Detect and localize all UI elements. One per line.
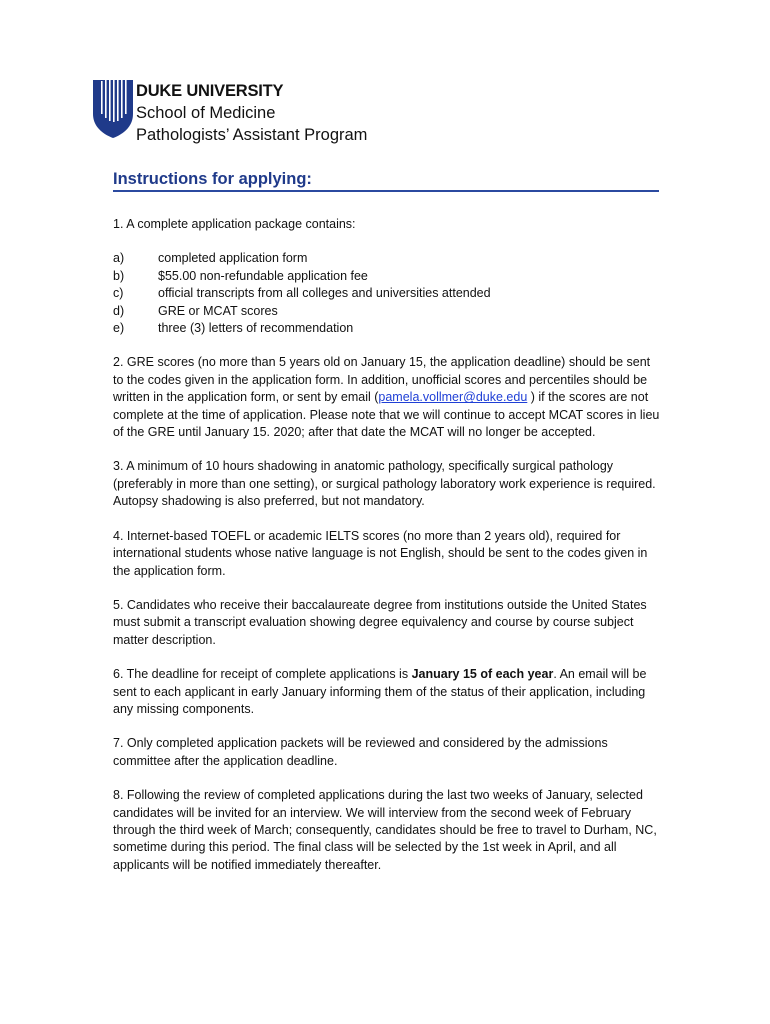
list-item [113, 320, 663, 337]
list-item-text: official transcripts from all colleges and universities attended [158, 286, 491, 301]
list-item [113, 250, 663, 267]
title-underline [113, 190, 659, 192]
list-item [113, 268, 663, 285]
item-1-intro: 1. A complete application package contains: [113, 217, 356, 231]
item-6-text-end: . An email will be sent to each applicant in early January informing them of the status of their application, including any missing components. [113, 667, 647, 716]
list-marker: a) [113, 251, 125, 266]
email-link[interactable]: pamela.vollmer@duke.edu [378, 390, 528, 405]
item-8-paragraph: 8. Following the review of completed applications during the last two weeks of January, selected candidates will be invited for an interview. We will interview from the second week of February through the third week of March; consequently, candidates should be free to travel to Durham, NC, sometime during this period. The final class will be selected by the 1st week in April, and all applicants will be notified immediately thereafter. [113, 788, 657, 872]
university-name: DUKE UNIVERSITY [136, 82, 284, 100]
school-name: School of Medicine [136, 104, 276, 122]
header-block [136, 80, 367, 146]
item-4-paragraph: 4. Internet-based TOEFL or academic IELTS scores (no more than 2 years old), required for international students whose native language is not English, should be sent to the codes given in the application form. [113, 528, 648, 578]
list-item [113, 285, 663, 302]
item-6-paragraph [113, 666, 663, 718]
page-title: Instructions for applying: [113, 170, 312, 188]
list-item-text: $55.00 non-refundable application fee [158, 268, 368, 283]
list-marker: c) [113, 286, 124, 301]
deadline-emphasis: January 15 of each year [411, 667, 554, 682]
program-name: Pathologists’ Assistant Program [136, 126, 368, 144]
item-7-paragraph: 7. Only completed application packets will be reviewed and considered by the admissions committee after the application deadline. [113, 736, 608, 768]
list-marker: b) [113, 268, 125, 283]
list-marker: d) [113, 303, 125, 318]
item-3-paragraph: 3. A minimum of 10 hours shadowing in anatomic pathology, specifically surgical pathology (preferably in more than one setting), or surgical pathology laboratory work experience is required. Autopsy shadowing is also preferred, but not mandatory. [113, 459, 656, 509]
list-item [113, 303, 663, 320]
list-item-text: completed application form [158, 251, 308, 266]
duke-shield-icon [93, 80, 133, 138]
list-marker: e) [113, 321, 125, 336]
item-6-text-start: 6. The deadline for receipt of complete applications is [113, 667, 412, 682]
item-5-paragraph: 5. Candidates who receive their baccalaureate degree from institutions outside the United States must submit a transcript evaluation showing degree equivalency and course by course subject matter description. [113, 597, 647, 647]
package-contents-list [113, 250, 663, 337]
list-item-text: GRE or MCAT scores [158, 303, 278, 318]
item-2-paragraph [113, 354, 663, 441]
item-2-text-end: ) if the scores are not complete at the time of application. Please note that we will continue to accept MCAT scores in lieu of the GRE until January 15. 2020; after that date the MCAT will no longer be accepted. [113, 390, 660, 440]
item-2-text-start: 2. GRE scores (no more than 5 years old on January 15, the application deadline) should be sent to the codes given in the application form. In addition, unofficial scores and percentiles should be written in the application form, or sent by email ( [113, 355, 651, 405]
instructions-body [113, 216, 663, 891]
list-item-text: three (3) letters of recommendation [158, 321, 354, 336]
